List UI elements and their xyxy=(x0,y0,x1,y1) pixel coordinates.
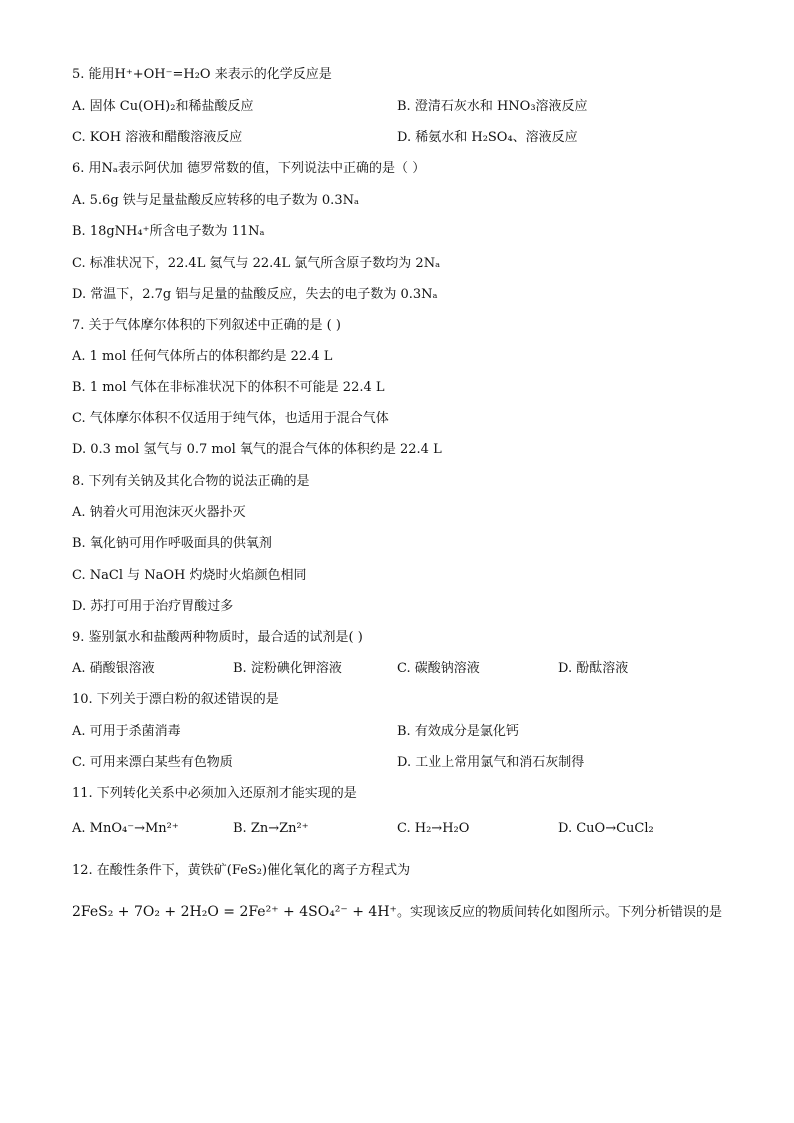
question-7-option-b: B. 1 mol 气体在非标准状况下的体积不可能是 22.4 L xyxy=(72,380,385,395)
question-7-stem: 7. 关于气体摩尔体积的下列叙述中正确的是 ( ) xyxy=(72,318,341,333)
question-8-option-b: B. 氧化钠可用作呼吸面具的供氧剂 xyxy=(72,536,272,551)
question-5-option-b: B. 澄清石灰水和 HNO₃溶液反应 xyxy=(397,99,588,114)
question-9-option-b: B. 淀粉碘化钾溶液 xyxy=(233,661,342,676)
question-9-option-a: A. 硝酸银溶液 xyxy=(72,661,155,676)
question-7-option-c: C. 气体摩尔体积不仅适用于纯气体，也适用于混合气体 xyxy=(72,411,389,426)
question-10-option-b: B. 有效成分是氯化钙 xyxy=(397,724,519,739)
question-5-option-c: C. KOH 溶液和醋酸溶液反应 xyxy=(72,130,243,145)
question-5-stem: 5. 能用H⁺+OH⁻=H₂O 来表示的化学反应是 xyxy=(72,67,332,82)
question-12-tail: 。实现该反应的物质间转化如图所示。下列分析错误的是 xyxy=(396,905,722,920)
question-10-stem: 10. 下列关于漂白粉的叙述错误的是 xyxy=(72,692,279,707)
question-5-option-a: A. 固体 Cu(OH)₂和稀盐酸反应 xyxy=(72,99,254,114)
question-8-option-c: C. NaCl 与 NaOH 灼烧时火焰颜色相同 xyxy=(72,568,307,583)
question-10-option-c: C. 可用来漂白某些有色物质 xyxy=(72,755,233,770)
question-8-stem: 8. 下列有关钠及其化合物的说法正确的是 xyxy=(72,474,310,489)
question-11-option-a: A. MnO₄⁻→Mn²⁺ xyxy=(72,821,179,836)
question-10-option-a: A. 可用于杀菌消毒 xyxy=(72,724,181,739)
question-12-equation: 2FeS₂ + 7O₂ + 2H₂O = 2Fe²⁺ + 4SO₄²⁻ + 4H⁺ xyxy=(72,904,397,920)
question-8-option-a: A. 钠着火可用泡沫灭火器扑灭 xyxy=(72,505,246,520)
question-11-stem: 11. 下列转化关系中必须加入还原剂才能实现的是 xyxy=(72,786,357,801)
question-12-stem: 12. 在酸性条件下，黄铁矿(FeS₂)催化氧化的离子方程式为 xyxy=(72,863,411,878)
question-7-option-a: A. 1 mol 任何气体所占的体积都约是 22.4 L xyxy=(72,349,333,364)
question-11-option-d: D. CuO→CuCl₂ xyxy=(558,821,654,836)
question-11-option-b: B. Zn→Zn²⁺ xyxy=(233,821,309,836)
question-9-stem: 9. 鉴别氯水和盐酸两种物质时，最合适的试剂是( ) xyxy=(72,630,363,645)
question-12-equation-line xyxy=(72,903,722,921)
question-6-option-b: B. 18gNH₄⁺所含电子数为 11Nₐ xyxy=(72,224,265,239)
question-6-option-d: D. 常温下，2.7g 铝与足量的盐酸反应，失去的电子数为 0.3Nₐ xyxy=(72,287,438,302)
question-11-option-c: C. H₂→H₂O xyxy=(397,821,470,836)
question-5-option-d: D. 稀氨水和 H₂SO₄、溶液反应 xyxy=(397,130,578,145)
question-8-option-d: D. 苏打可用于治疗胃酸过多 xyxy=(72,599,234,614)
question-6-option-c: C. 标准状况下，22.4L 氦气与 22.4L 氯气所含原子数均为 2Nₐ xyxy=(72,256,441,271)
question-9-option-d: D. 酚酞溶液 xyxy=(558,661,629,676)
question-9-option-c: C. 碳酸钠溶液 xyxy=(397,661,480,676)
question-6-stem: 6. 用Nₐ表示阿伏加 德罗常数的值，下列说法中正确的是（ ） xyxy=(72,161,426,176)
question-10-option-d: D. 工业上常用氯气和消石灰制得 xyxy=(397,755,585,770)
question-6-option-a: A. 5.6g 铁与足量盐酸反应转移的电子数为 0.3Nₐ xyxy=(72,193,359,208)
question-7-option-d: D. 0.3 mol 氢气与 0.7 mol 氧气的混合气体的体积约是 22.4 L xyxy=(72,442,442,457)
